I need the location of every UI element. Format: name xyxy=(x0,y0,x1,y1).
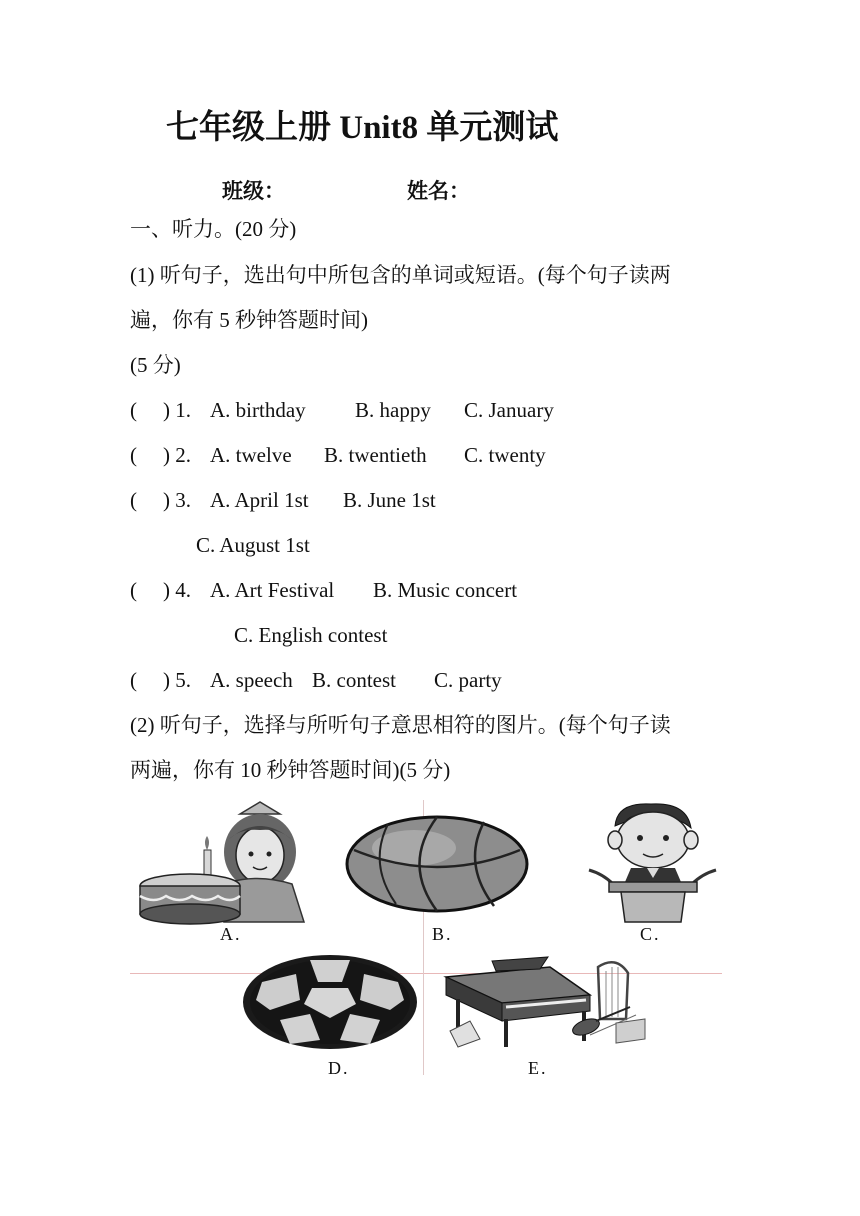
basketball-icon xyxy=(344,814,530,914)
answer-paren-close: ) xyxy=(163,668,170,692)
question-1 xyxy=(130,395,191,425)
option-b: B. twentieth xyxy=(324,443,427,467)
question-2 xyxy=(130,440,191,470)
part2-instruction: (2) 听句子，选择与所听句子意思相符的图片。(每个句子读 xyxy=(130,713,671,737)
picture-label: C. xyxy=(640,924,661,944)
section-heading: 一、听力。(20 分) xyxy=(130,217,297,241)
page-title: 七年级上册 Unit8 单元测试 xyxy=(166,110,559,146)
question-number: 2. xyxy=(175,443,191,467)
option-b: B. happy xyxy=(355,398,431,422)
question-3 xyxy=(130,485,191,515)
option-a: A. Art Festival xyxy=(210,578,335,602)
part2-instruction-cont: 两遍，你有 10 秒钟答题时间)(5 分) xyxy=(130,758,451,782)
speech-boy-podium-icon xyxy=(585,800,720,925)
option-c: C. party xyxy=(434,668,502,692)
answer-paren-open: ( xyxy=(130,443,137,467)
piano-harp-violin-icon xyxy=(440,955,650,1055)
picture-label: B. xyxy=(432,924,453,944)
answer-paren-close: ) xyxy=(163,578,170,602)
part1-instruction-cont: 遍，你有 5 秒钟答题时间) xyxy=(130,308,368,332)
option-c: C. twenty xyxy=(464,443,546,467)
soccer-ball-icon xyxy=(240,952,420,1052)
question-number: 5. xyxy=(175,668,191,692)
part1-instruction: (1) 听句子，选出句中所包含的单词或短语。(每个句子读两 xyxy=(130,263,671,287)
option-b: B. contest xyxy=(312,668,396,692)
question-number: 4. xyxy=(175,578,191,602)
question-number: 1. xyxy=(175,398,191,422)
answer-paren-open: ( xyxy=(130,668,137,692)
question-5 xyxy=(130,665,191,695)
question-4 xyxy=(130,575,191,605)
picture-label: E. xyxy=(528,1058,548,1078)
option-a: A. twelve xyxy=(210,443,292,467)
birthday-girl-cake-icon xyxy=(132,800,322,925)
option-a: A. April 1st xyxy=(210,488,309,512)
option-c: C. January xyxy=(464,398,554,422)
answer-paren-open: ( xyxy=(130,578,137,602)
answer-paren-close: ) xyxy=(163,488,170,512)
option-b: B. June 1st xyxy=(343,488,436,512)
answer-paren-open: ( xyxy=(130,488,137,512)
answer-paren-open: ( xyxy=(130,398,137,422)
picture-label: D. xyxy=(328,1058,350,1078)
option-c: C. August 1st xyxy=(196,533,310,557)
question-number: 3. xyxy=(175,488,191,512)
part1-points: (5 分) xyxy=(130,353,181,377)
picture-label: A. xyxy=(220,924,242,944)
answer-paren-close: ) xyxy=(163,398,170,422)
option-a: A. birthday xyxy=(210,398,306,422)
answer-paren-close: ) xyxy=(163,443,170,467)
class-label: 班级： xyxy=(222,179,285,203)
name-label: 姓名： xyxy=(407,179,470,203)
option-b: B. Music concert xyxy=(373,578,518,602)
option-a: A. speech xyxy=(210,668,293,692)
option-c: C. English contest xyxy=(234,623,388,647)
